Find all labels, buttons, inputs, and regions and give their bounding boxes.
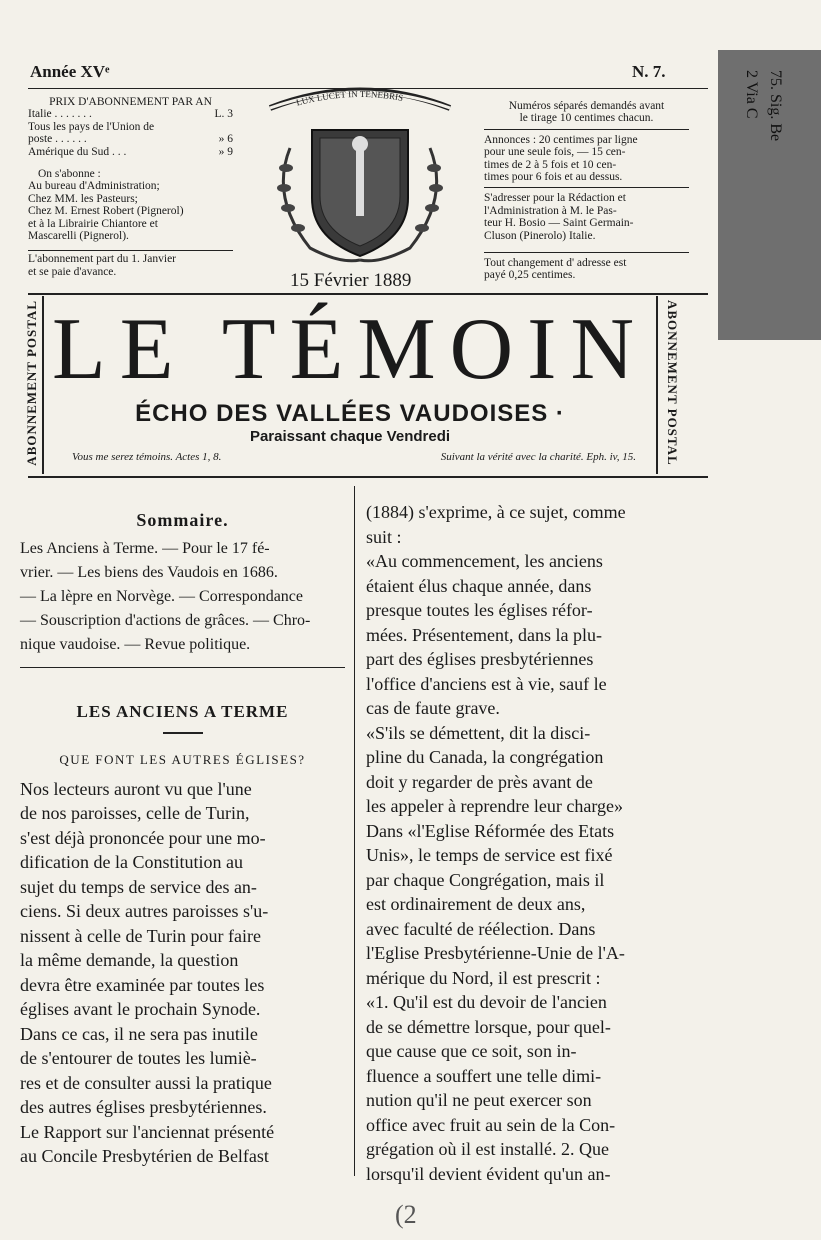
title-block (44, 296, 656, 474)
text-line: suit : (366, 526, 402, 547)
notice-address (484, 192, 689, 242)
text-line: le tirage 10 centimes chacun. (519, 112, 654, 125)
text-line: Chez M. Ernest Robert (Pignerol) (28, 205, 184, 218)
subscription-prices (28, 108, 233, 158)
text-line: étaient élus chaque année, dans (366, 575, 592, 596)
price-label: poste . . . . . . (28, 133, 87, 146)
text-line: églises avant le prochain Synode. (20, 999, 261, 1019)
text-line: presque toutes les églises réfor- (366, 600, 593, 620)
text-line: l'office d'anciens est à vie, sauf le (366, 673, 607, 694)
text-line: nution qu'il ne peut exercer son (366, 1090, 592, 1110)
article-body-left (20, 777, 345, 1169)
text-line: Les Anciens à Terme. — Pour le 17 fé- (20, 539, 270, 557)
newspaper-title: LE TÉMOIN (51, 301, 649, 398)
text-line: devra être examinée par toutes les (20, 974, 265, 995)
text-line: dification de la Constitution au (20, 852, 243, 872)
issue-date: 15 Février 1889 (290, 270, 412, 291)
text-line: res et de consulter aussi la pratique (20, 1072, 272, 1093)
subscription-box (28, 96, 233, 278)
text-line: fluence a souffert une telle dimi- (366, 1065, 602, 1086)
subscription-heading: PRIX D'ABONNEMENT PAR AN (49, 96, 212, 108)
notice-address-change (484, 257, 689, 282)
text-line: est ordinairement de deux ans, (366, 894, 586, 914)
price-row (28, 146, 233, 158)
mottos (72, 451, 636, 463)
motto-right: Suivant la vérité avec la charité. Eph. iv, 15. (440, 451, 636, 463)
motto-left: Vous me serez témoins. Actes 1, 8. (72, 451, 222, 463)
text-line: par chaque Congrégation, mais il (366, 869, 605, 890)
text-line: lorsqu'il devient évident qu'un an- (366, 1163, 611, 1184)
text-line: des autres églises presbytériennes. (20, 1097, 267, 1117)
text-line: sujet du temps de service des an- (20, 876, 257, 897)
text-line: nique vaudoise. — Revue politique. (20, 635, 251, 653)
text-line: — Souscription d'actions de grâces. — Chro- (20, 611, 311, 629)
text-line: «1. Qu'il est du devoir de l'ancien (366, 992, 607, 1012)
price-row (28, 133, 233, 145)
text-line: payé 0,25 centimes. (484, 269, 576, 282)
sommaire-title: Sommaire. (136, 510, 229, 530)
text-line: mées. Présentement, dans la plu- (366, 624, 602, 645)
text-line: l'Administration à M. le Pas- (484, 204, 617, 217)
text-line: l'Eglise Presbytérienne-Unie de l'A- (366, 943, 625, 963)
article-title: LES ANCIENS A TERME (76, 701, 289, 721)
text-line: et à la Librairie Chiantore et (28, 217, 158, 230)
text-line: — La lèpre en Norvège. — Correspondance (20, 587, 303, 605)
text-line: pline du Canada, la congrégation (366, 747, 604, 767)
right-column (366, 500, 684, 1186)
text-line: ciens. Si deux autres paroisses s'u- (20, 901, 269, 921)
text-line: Nos lecteurs auront vu que l'une (20, 778, 252, 799)
text-line: S'adresser pour la Rédaction et (484, 192, 626, 205)
text-line: au Concile Presbytérien de Belfast (20, 1146, 269, 1166)
title-bottom-rule (28, 476, 708, 478)
text-line: «S'ils se démettent, dit la disci- (366, 722, 591, 743)
title-right-rule (656, 296, 658, 474)
margin-label-right: ABONNEMENT POSTAL (665, 300, 680, 466)
price-label: Amérique du Sud . . . (28, 145, 127, 158)
text-line: part des églises presbytériennes (366, 649, 594, 669)
text-line: que cause que ce soit, son in- (366, 1041, 577, 1061)
text-line: Dans «l'Eglise Réformée des Etats (366, 820, 615, 841)
left-column (20, 508, 345, 1169)
text-line: vrier. — Les biens des Vaudois en 1686. (20, 563, 278, 581)
on-abonne: On s'abonne : (38, 168, 101, 181)
publication-frequency: Paraissant chaque Vendredi (249, 428, 451, 445)
text-line: Chez MM. les Pasteurs; (28, 192, 138, 205)
price-row (28, 108, 233, 120)
text-line: Annonces : 20 centimes par ligne (484, 133, 638, 146)
article-body-right (366, 500, 684, 1186)
text-line: Au bureau d'Administration; (28, 180, 160, 193)
text-line: les appeler à reprendre leur charge» (366, 796, 624, 816)
coat-of-arms-emblem (250, 78, 470, 266)
text-line: times pour 6 fois et au dessus. (484, 171, 623, 184)
spine-label: 75. Sig. Be 2 Via C (743, 70, 784, 142)
price-row (28, 121, 233, 133)
text-line: times de 2 à 5 fois et 10 cen- (484, 158, 617, 171)
text-line: de s'entourer de toutes les lumiè- (20, 1048, 257, 1068)
text-line: office avec fruit au sein de la Con- (366, 1114, 616, 1135)
price-label: Tous les pays de l'Union de (28, 120, 155, 133)
text-line: nissent à celle de Turin pour faire (20, 925, 261, 946)
text-line: grégation où il est installé. 2. Que (366, 1139, 609, 1159)
issue-number: N. 7. (632, 62, 666, 81)
text-line: et se paie d'avance. (28, 265, 117, 278)
text-line: pour une seule fois, — 15 cen- (484, 146, 626, 159)
text-line: Le Rapport sur l'anciennat présenté (20, 1121, 275, 1142)
text-line: la même demande, la question (20, 950, 239, 970)
title-dash (163, 732, 203, 734)
text-line: «Au commencement, les anciens (366, 551, 603, 571)
text-line: Mascarelli (Pignerol). (28, 230, 129, 243)
sommaire-text (20, 537, 345, 657)
text-line: cas de faute grave. (366, 698, 500, 718)
emblem-motto: LUX LUCET IN TENEBRIS (295, 88, 405, 108)
margin-label-left: ABONNEMENT POSTAL (24, 300, 39, 466)
text-line: doit y regarder de près avant de (366, 771, 593, 792)
masthead-bottom-rule (28, 293, 708, 295)
text-line: Dans ce cas, il ne sera pas inutile (20, 1023, 258, 1044)
notice-advertising (484, 134, 689, 184)
text-line: (1884) s'exprime, à ce sujet, comme (366, 502, 626, 522)
subscription-start (28, 251, 233, 278)
text-line: s'est déjà prononcée pour une mo- (20, 827, 266, 848)
annee-label: Année XVᵉ (30, 62, 110, 81)
notices-box (484, 100, 689, 282)
text-line: de nos paroisses, celle de Turin, (20, 803, 250, 823)
text-line: Tout changement d' adresse est (484, 257, 627, 270)
price-value: L. 3 (214, 108, 233, 121)
text-line: L'abonnement part du 1. Janvier (28, 253, 177, 266)
svg-text:LUX LUCET IN TENEBRIS (295, 89, 404, 108)
price-value: » 9 (218, 145, 233, 158)
newspaper-subtitle: ÉCHO DES VALLÉES VAUDOISES · (135, 400, 565, 427)
column-divider (354, 486, 355, 1176)
shield-icon (250, 78, 470, 266)
price-label: Italie . . . . . . . (28, 108, 92, 121)
text-line: avec faculté de réélection. Dans (366, 918, 596, 939)
text-line: mérique du Nord, il est prescrit : (366, 967, 601, 988)
notice-single-issues (484, 100, 689, 125)
article-subtitle: QUE FONT LES AUTRES ÉGLISES? (59, 752, 306, 767)
page-mark: (2 (395, 1200, 417, 1229)
text-line: Cluson (Pinerolo) Italie. (484, 229, 596, 242)
text-line: Numéros séparés demandés avant (508, 100, 665, 112)
text-line: de se démettre lorsque, pour quel- (366, 1016, 611, 1037)
price-value: » 6 (218, 133, 233, 146)
subscription-where (28, 180, 233, 242)
text-line: Unis», le temps de service est fixé (366, 845, 613, 865)
text-line: teur H. Bosio — Saint Germain- (484, 217, 634, 230)
